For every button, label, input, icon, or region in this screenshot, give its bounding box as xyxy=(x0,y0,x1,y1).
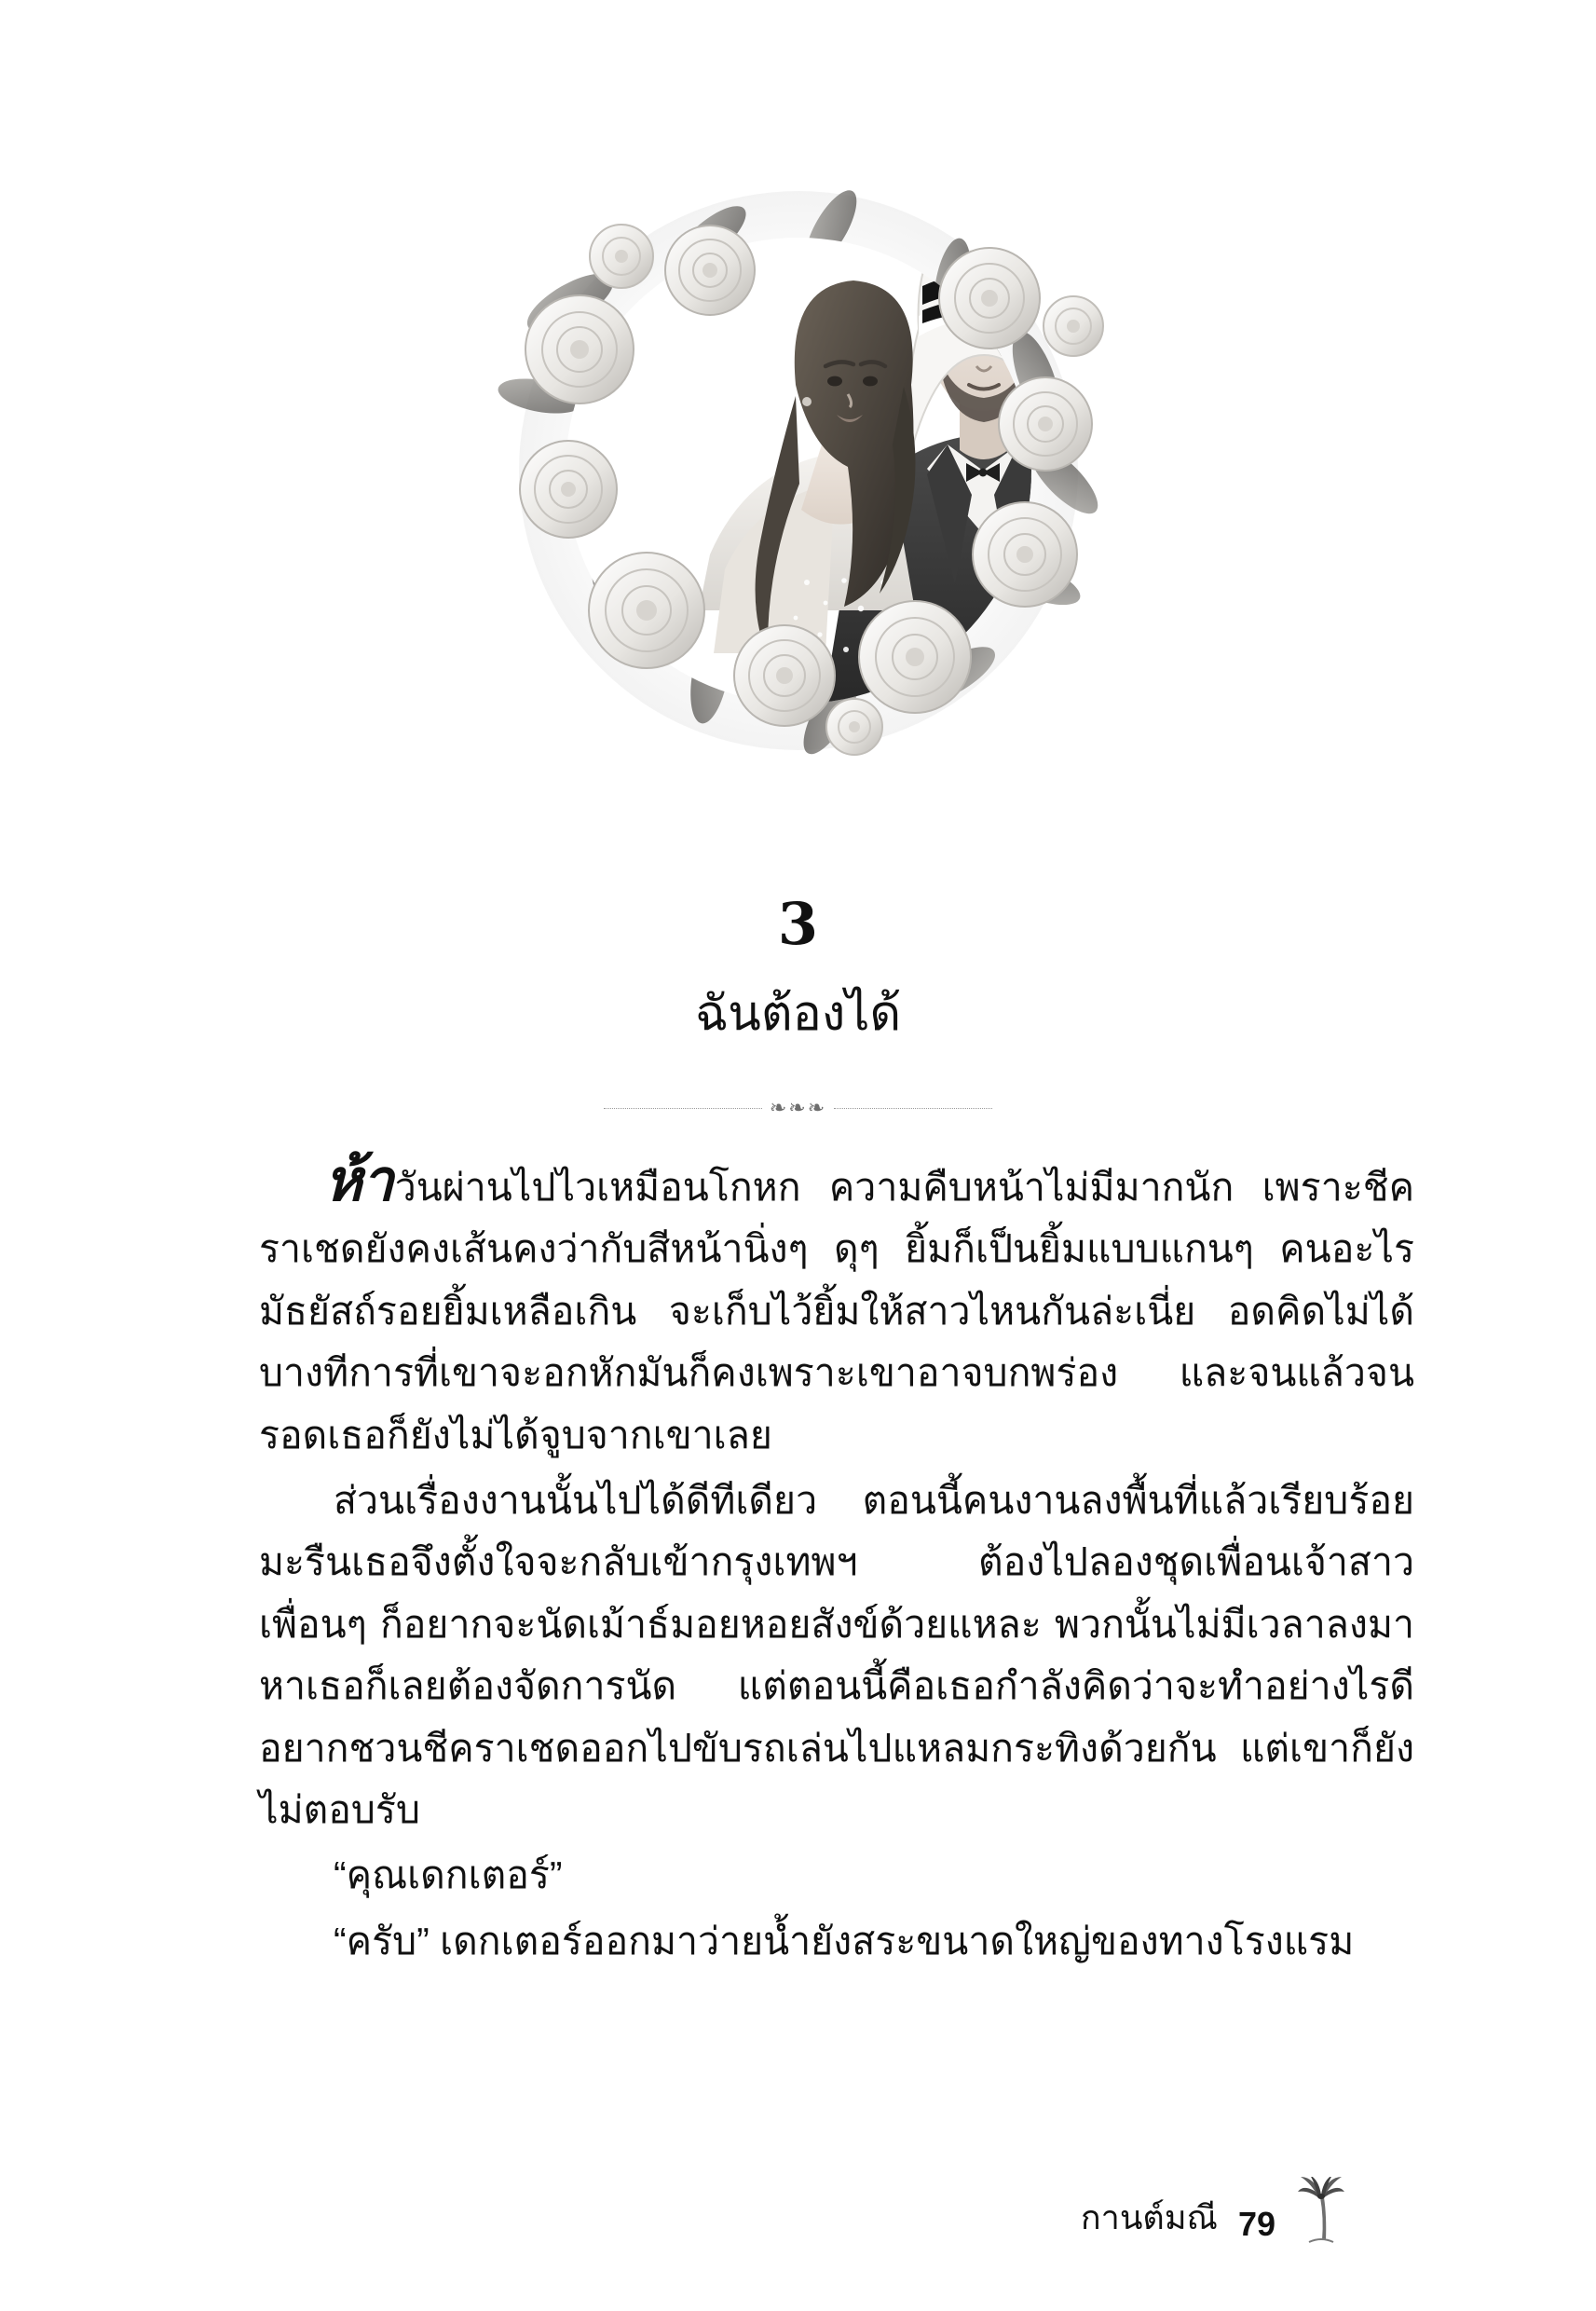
paragraph-2: ส่วนเรื่องงานนั้นไปได้ดีทีเดียว ตอนนี้คนงานลงพื้นที่แล้วเรียบร้อย มะรืนเธอจึงตั้งใจจะกลับเข้ากรุงเทพฯ ต้องไปลองชุดเพื่อนเจ้าสาว เพื่อนๆ ก็อยากจะนัดเม้าธ์มอยหอยสังข์ด้วยแหละ พวกนั้นไม่มีเวลาลงมาหาเธอก็เลยต้องจัดการนัด แต่ตอนนี้คือเธอกำลังคิดว่าจะทำอย่างไรดี อยากชวนชีคราเชดออกไปขับรถเล่นไปแหลมกระทิงด้วยกัน แต่เขาก็ยังไม่ตอบรับ xyxy=(259,1479,1414,1832)
paragraph-4-dialogue: “ครับ” เดกเตอร์ออกมาว่ายน้ำยังสระขนาดใหญ่ของทางโรงแรม xyxy=(334,1919,1355,1962)
divider-rule-left xyxy=(604,1108,762,1110)
chapter-title: ฉันต้องได้ xyxy=(694,987,902,1041)
section-divider xyxy=(0,1095,1596,1123)
divider-rule-right xyxy=(834,1108,992,1110)
page-footer xyxy=(1081,2177,1346,2244)
couple-portrait-roses-illustration xyxy=(430,116,1166,862)
paragraph-1 xyxy=(259,1149,1414,1466)
paragraph-3-dialogue: “คุณเดกเตอร์” xyxy=(334,1853,563,1897)
footer-author-name: กานต์มณี xyxy=(1080,2198,1218,2236)
palm-tree-icon xyxy=(1296,2177,1346,2244)
paragraph-1-text: วันผ่านไปไวเหมือนโกหก ความคืบหน้าไม่มีมากนัก เพราะชีคราเชดยังคงเส้นคงว่ากับสีหน้านิ่งๆ ดุๆ ยิ้มก็เป็นยิ้มแบบแกนๆ คนอะไรมัธยัสถ์รอยยิ้มเหลือเกิน จะเก็บไว้ยิ้มให้สาวไหนกันล่ะเนี่ย อดคิดไม่ได้ บางทีการที่เขาจะอกหักมันก็คงเพราะเขาอาจบกพร่อง และจนแล้วจนรอดเธอก็ยังไม่ได้จูบจากเขาเลย xyxy=(259,1166,1414,1456)
chapter-number: 3 xyxy=(777,890,819,958)
page-number: 79 xyxy=(1237,2205,1275,2243)
body-text-column xyxy=(259,1149,1414,1976)
divider-ornament-icon: ❧❧❧ xyxy=(769,1097,827,1120)
chapter-illustration xyxy=(0,93,1596,885)
drop-cap: ห้า xyxy=(324,1149,393,1213)
